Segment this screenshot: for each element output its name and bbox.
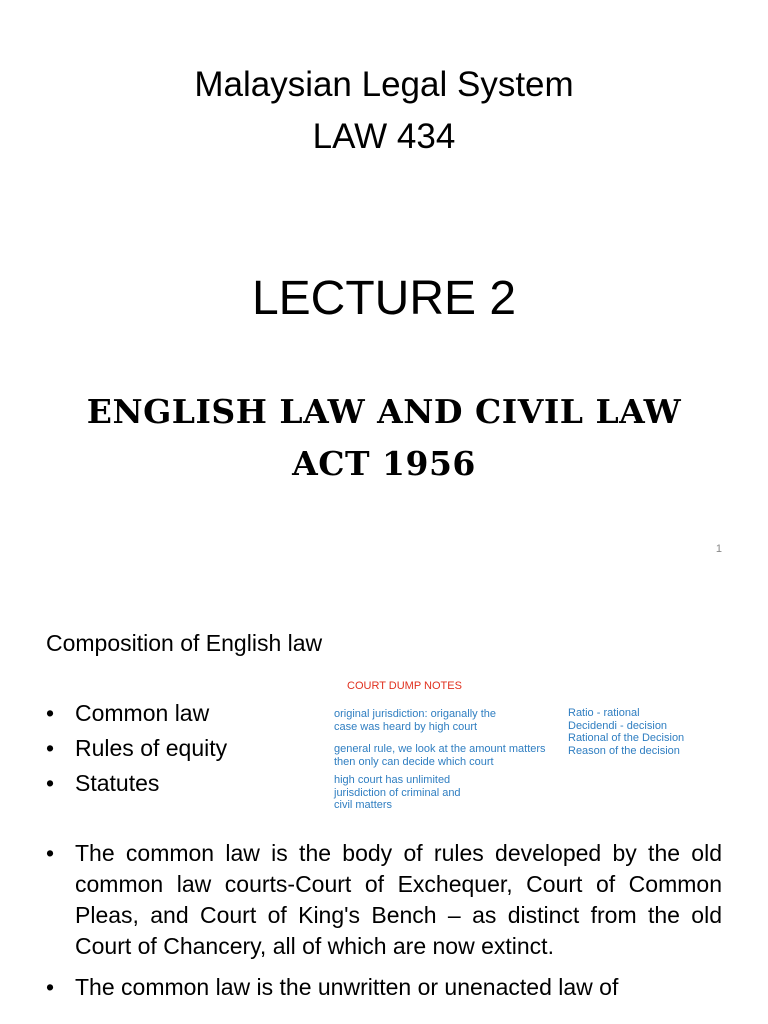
- annotation-line: Rational of the Decision: [568, 732, 685, 744]
- lecture-subtitle-line1: ENGLISH LAW AND CIVIL LAW: [86, 392, 682, 431]
- topic-item: • Common law: [46, 696, 227, 731]
- topic-item: • Rules of equity: [46, 731, 227, 766]
- course-code: LAW 434: [312, 117, 456, 156]
- annotation-title: COURT DUMP NOTES: [347, 680, 462, 692]
- course-title: Malaysian Legal System: [194, 65, 574, 104]
- paragraph-item: • The common law is the body of rules developed by the old common law courts-Court of Exchequer, Court of Common Pleas, and Court of King's Bench – as distinct from the old Court of Chancery, all of which are now extinct.: [46, 838, 722, 962]
- paragraph-item: • The common law is the unwritten or unenacted law of: [46, 972, 722, 1003]
- annotation-line: jurisdiction of criminal and: [334, 786, 461, 799]
- content-slide: [0, 570, 768, 1024]
- page-number: 1: [715, 543, 722, 555]
- annotation-line: case was heard by high court: [334, 720, 478, 733]
- annotation-note: [334, 774, 461, 812]
- lecture-subtitle-line2: ACT 1956: [292, 444, 476, 483]
- annotation-line: Reason of the decision: [568, 744, 680, 757]
- topic-list: [46, 696, 227, 801]
- annotation-note: [334, 708, 496, 733]
- annotation-line: high court has unlimited: [334, 774, 451, 786]
- annotation-line: Decidendi - decision: [568, 719, 668, 732]
- lecture-number: LECTURE 2: [251, 272, 517, 325]
- annotation-line: Ratio - rational: [568, 707, 640, 719]
- annotation-line: original jurisdiction: origanally the: [334, 708, 497, 720]
- annotation-note: [568, 707, 684, 757]
- topic-item: • Statutes: [46, 766, 227, 801]
- annotation-note: [334, 743, 546, 768]
- paragraph-list: [46, 838, 722, 1013]
- slide-heading: Composition of English law: [46, 630, 323, 656]
- annotation-line: general rule, we look at the amount matters: [334, 743, 546, 755]
- annotation-line: then only can decide which court: [334, 755, 494, 768]
- annotation-line: civil matters: [334, 799, 393, 811]
